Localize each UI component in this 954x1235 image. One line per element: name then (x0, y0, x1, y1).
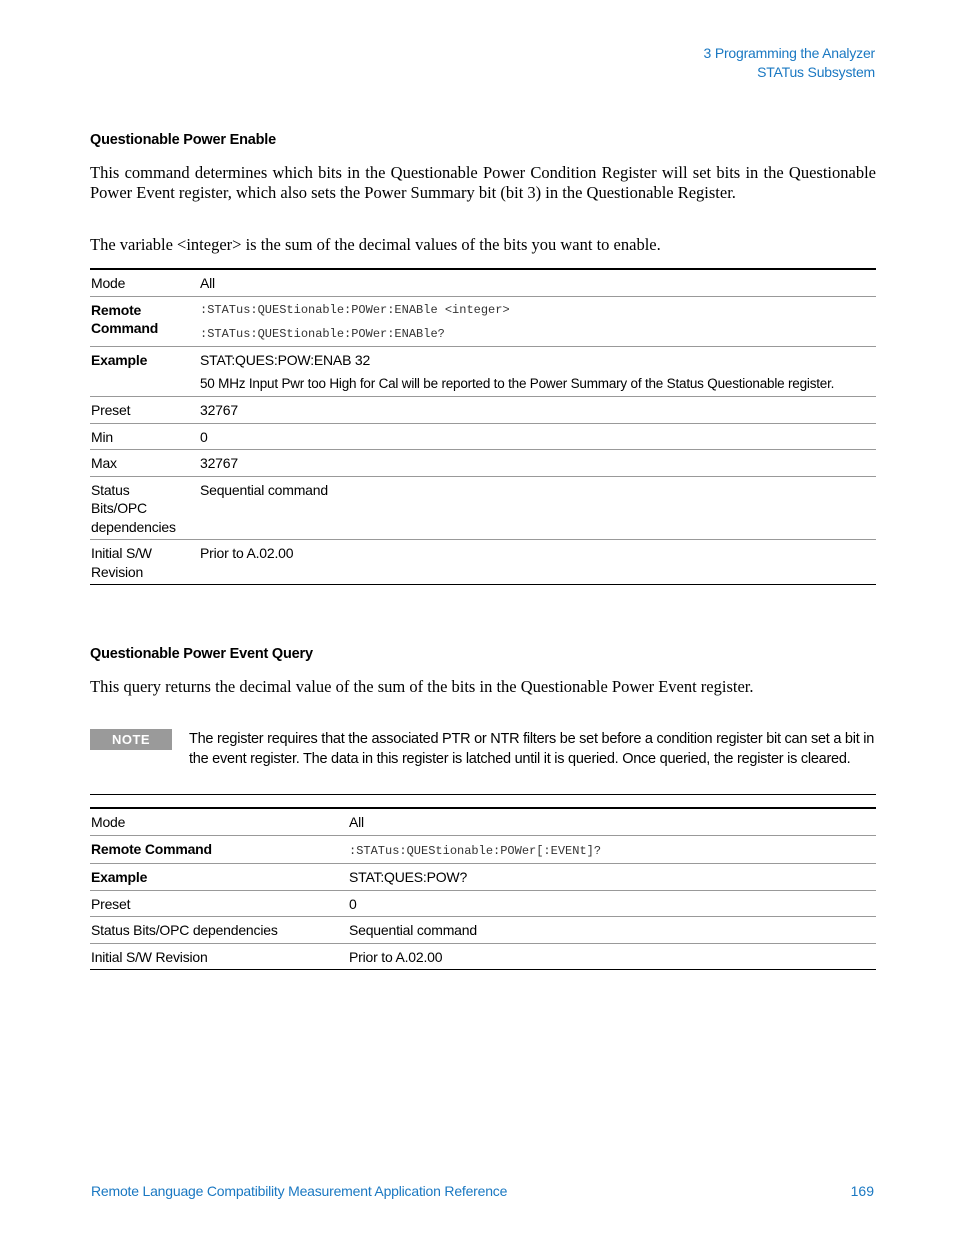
row-label: Preset (90, 397, 199, 424)
table-row (90, 808, 876, 835)
row-value: 32767 (199, 397, 876, 424)
row-value: Sequential command (348, 917, 876, 944)
remote-command-query: :STATus:QUEStionable:POWer:ENABle? (200, 326, 445, 341)
row-value: Prior to A.02.00 (199, 540, 876, 585)
row-label: Remote Command (90, 835, 348, 864)
enable-spec-table (90, 268, 876, 585)
enable-description: This command determines which bits in the Questionable Power Condition Register will set bits in the Questionable Power Event register, which also sets the Power Summary bit (bit 3) in the Questionable Register. (90, 163, 876, 202)
label-line: Revision (91, 563, 144, 580)
label-line: Remote (91, 301, 142, 318)
label-line: Command (91, 320, 159, 336)
row-label: Example (90, 346, 199, 397)
table-row (90, 296, 876, 346)
row-value (199, 346, 876, 397)
event-query-spec-table (90, 807, 876, 970)
row-value: 0 (348, 890, 876, 917)
row-value: All (199, 269, 876, 296)
label-line: Initial S/W (91, 545, 152, 561)
table-row (90, 943, 876, 970)
row-label (90, 540, 199, 585)
table-row (90, 476, 876, 540)
table-row (90, 346, 876, 397)
remote-command-set: :STATus:QUEStionable:POWer:ENABle <integer> (200, 302, 510, 317)
chapter-title: 3 Programming the Analyzer (703, 45, 875, 61)
table-row (90, 397, 876, 424)
row-label (90, 476, 199, 540)
table-row (90, 450, 876, 477)
row-value: Prior to A.02.00 (348, 943, 876, 970)
label-line: Bits/OPC (91, 500, 147, 516)
row-value: Sequential command (199, 476, 876, 540)
table-row (90, 835, 876, 864)
footer-title: Remote Language Compatibility Measurement Application Reference (91, 1183, 508, 1199)
event-query-description: This query returns the decimal value of the sum of the bits in the Questionable Power Event register. (90, 677, 754, 696)
row-label: Mode (90, 808, 348, 835)
row-value: 32767 (199, 450, 876, 477)
example-command: STAT:QUES:POW:ENAB 32 (200, 351, 371, 368)
table-row (90, 890, 876, 917)
row-label (90, 296, 199, 346)
row-value (199, 296, 876, 346)
table-row (90, 864, 876, 891)
table-row (90, 540, 876, 585)
table-row (90, 917, 876, 944)
section-title: STATus Subsystem (757, 64, 875, 80)
section-heading-enable: Questionable Power Enable (90, 132, 276, 148)
row-label: Initial S/W Revision (90, 943, 348, 970)
row-value: STAT:QUES:POW? (348, 864, 876, 891)
table-row (90, 423, 876, 450)
label-line: dependencies (91, 518, 176, 535)
row-label: Status Bits/OPC dependencies (90, 917, 348, 944)
page-number: 169 (850, 1183, 874, 1199)
row-label: Preset (90, 890, 348, 917)
row-label: Min (90, 423, 199, 450)
row-label: Example (90, 864, 348, 891)
remote-command: :STATus:QUEStionable:POWer[:EVENt]? (349, 843, 602, 858)
section-heading-event-query: Questionable Power Event Query (90, 646, 313, 662)
row-value: All (348, 808, 876, 835)
table-row (90, 269, 876, 296)
row-label: Max (90, 450, 199, 477)
running-header (704, 44, 875, 82)
enable-variable-note: The variable <integer> is the sum of the decimal values of the bits you want to enable. (90, 235, 661, 254)
example-note: 50 MHz Input Pwr too High for Cal will be reported to the Power Summary of the Status Questionable register. (200, 376, 835, 391)
row-value (348, 835, 876, 864)
row-value: 0 (199, 423, 876, 450)
row-label: Mode (90, 269, 199, 296)
label-line: Status (91, 481, 130, 498)
note-divider (90, 794, 876, 795)
note-text: The register requires that the associated PTR or NTR filters be set before a condition register bit can set a bit in the event register. The data in this register is latched until it is queried. Once queried, the register is cleared. (189, 731, 875, 767)
note-badge: NOTE (90, 729, 172, 750)
